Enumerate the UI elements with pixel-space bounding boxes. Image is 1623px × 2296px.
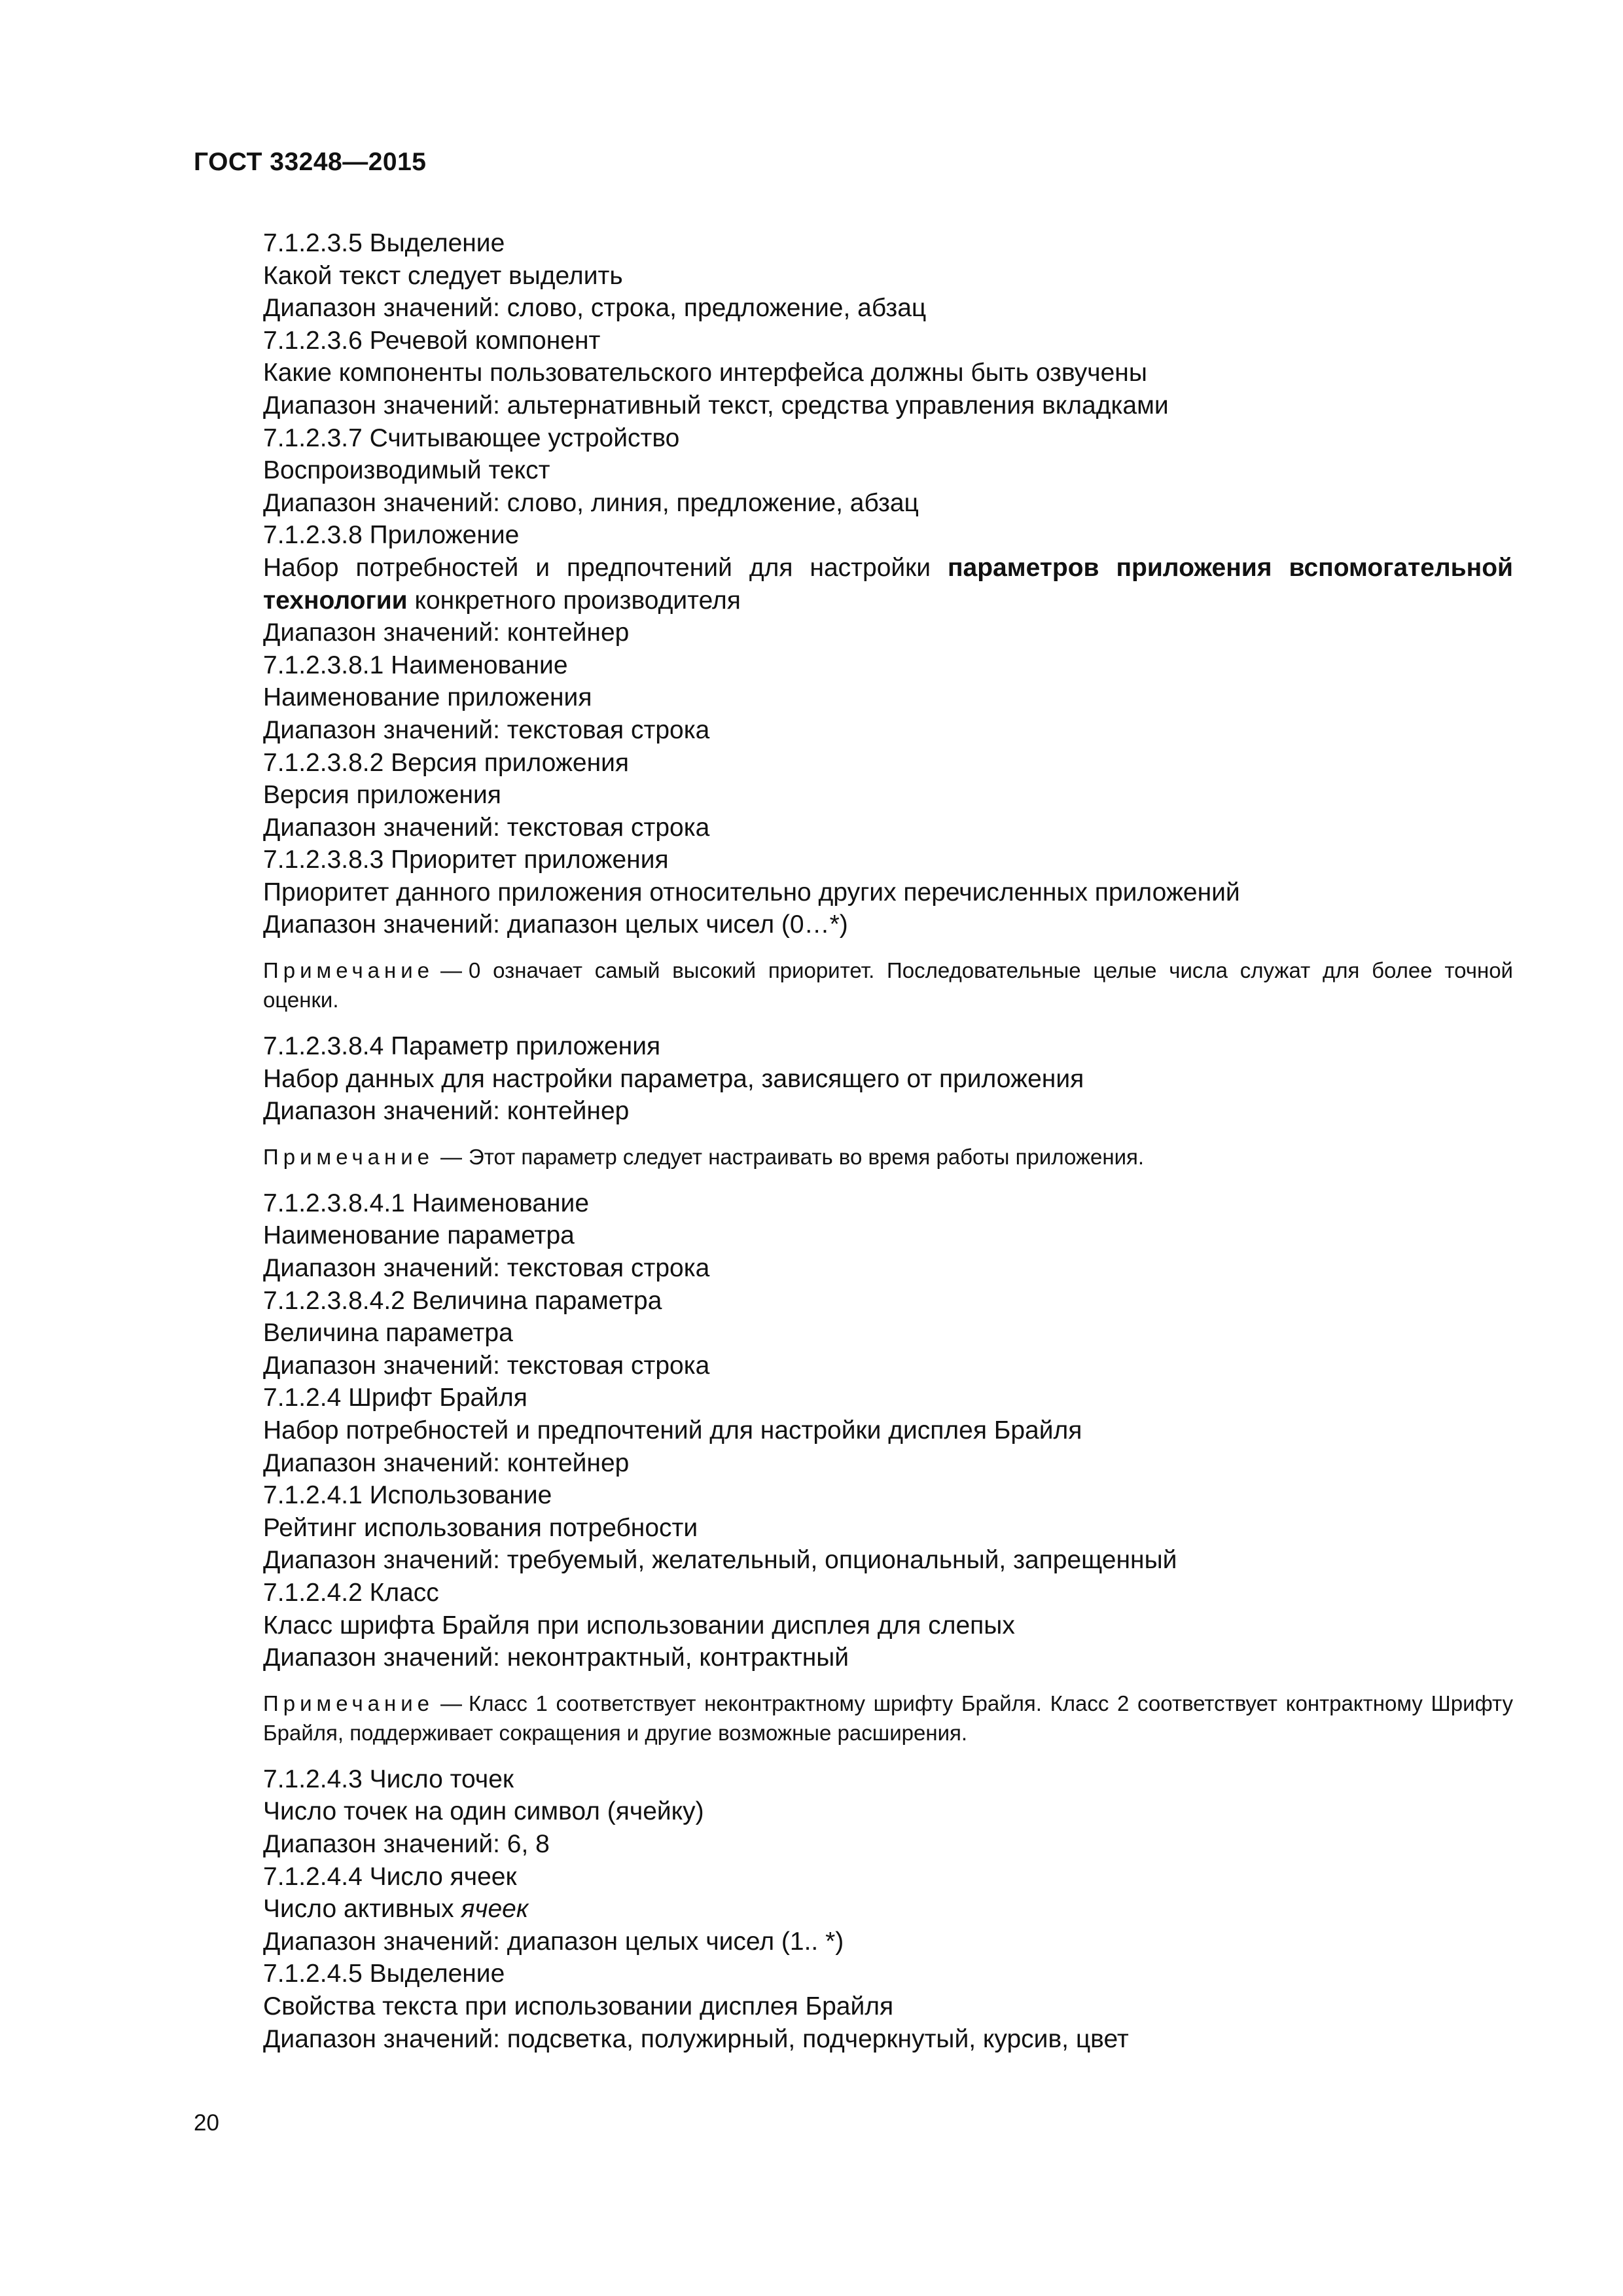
note-priority — [194, 956, 1513, 1014]
description-line: Число точек на один символ (ячейку) — [263, 1797, 704, 1826]
description-line: Воспроизводимый текст — [263, 456, 550, 485]
value-range-line: Диапазон значений: диапазон целых чисел (1.. *) — [263, 1927, 844, 1956]
page-number: 20 — [194, 2110, 219, 2136]
note-parameter — [194, 1142, 1513, 1172]
value-range-line: Диапазон значений: слово, строка, предложение, абзац — [263, 294, 927, 323]
value-range-line: Диапазон значений: текстовая строка — [263, 813, 710, 842]
description-line: Версия приложения — [263, 781, 501, 810]
note-label: Примечание — [263, 958, 435, 983]
value-range-line: Диапазон значений: неконтрактный, контрактный — [263, 1643, 849, 1672]
heading-7-1-2-3-8-3: 7.1.2.3.8.3 Приоритет приложения — [263, 846, 669, 874]
italic-term: ячеек — [461, 1895, 529, 1924]
value-range-line: Диапазон значений: требуемый, желательный, опциональный, запрещенный — [263, 1546, 1177, 1575]
description-line: Величина параметра — [263, 1319, 513, 1348]
note-text: Класс 1 соответствует неконтрактному шрифту Брайля. Класс 2 соответствует контрактному Шрифту Брайля, поддерживает сокращения и другие возможные расширения. — [263, 1691, 1513, 1745]
standard-header: ГОСТ 33248—2015 — [194, 148, 427, 176]
paragraph-text: Набор потребностей и предпочтений для настройки — [263, 553, 948, 582]
description-line: Набор потребностей и предпочтений для настройки дисплея Брайля — [263, 1416, 1082, 1444]
heading-7-1-2-3-6: 7.1.2.3.6 Речевой компонент — [263, 326, 601, 355]
description-line: Свойства текста при использовании дисплея Брайля — [263, 1992, 894, 2020]
description-line — [194, 1893, 1513, 1926]
description-line: Наименование приложения — [263, 683, 592, 712]
description-line: Какие компоненты пользовательского интерфейса должны быть озвучены — [263, 359, 1147, 387]
note-label: Примечание — [263, 1144, 435, 1169]
note-label: Примечание — [263, 1691, 435, 1715]
heading-7-1-2-4-5: 7.1.2.4.5 Выделение — [263, 1960, 505, 1988]
bold-term: параметров приложения вспомогательной технологии — [263, 553, 1513, 615]
note-dash: — — [440, 958, 463, 983]
heading-7-1-2-3-7: 7.1.2.3.7 Считывающее устройство — [263, 423, 680, 452]
note-braille-class — [194, 1689, 1513, 1748]
heading-7-1-2-3-8-4-1: 7.1.2.3.8.4.1 Наименование — [263, 1189, 590, 1217]
value-range-line: Диапазон значений: контейнер — [263, 1448, 630, 1477]
note-dash: — — [440, 1691, 463, 1715]
description-line: Рейтинг использования потребности — [263, 1513, 698, 1542]
paragraph-text: конкретного производителя — [407, 586, 741, 615]
description-line: Какой текст следует выделить — [263, 261, 623, 290]
heading-7-1-2-3-8-4-2: 7.1.2.3.8.4.2 Величина параметра — [263, 1286, 662, 1315]
description-line: Набор данных для настройки параметра, зависящего от приложения — [263, 1064, 1084, 1093]
heading-7-1-2-4-4: 7.1.2.4.4 Число ячеек — [263, 1862, 517, 1891]
heading-7-1-2-3-8-1: 7.1.2.3.8.1 Наименование — [263, 651, 568, 679]
document-body — [194, 227, 1513, 2055]
value-range-line: Диапазон значений: текстовая строка — [263, 1254, 710, 1283]
value-range-line: Диапазон значений: текстовая строка — [263, 715, 710, 744]
value-range-line: Диапазон значений: слово, линия, предложение, абзац — [263, 488, 919, 517]
heading-7-1-2-4-3: 7.1.2.4.3 Число точек — [263, 1765, 514, 1793]
line-text: Число активных — [263, 1895, 461, 1924]
application-description-paragraph — [194, 552, 1513, 617]
heading-7-1-2-3-8-2: 7.1.2.3.8.2 Версия приложения — [263, 748, 630, 777]
description-line: Приоритет данного приложения относительно других перечисленных приложений — [263, 878, 1240, 906]
value-range-line: Диапазон значений: контейнер — [263, 1097, 630, 1126]
value-range-line: Диапазон значений: подсветка, полужирный, подчеркнутый, курсив, цвет — [263, 2024, 1129, 2053]
description-line: Класс шрифта Брайля при использовании дисплея для слепых — [263, 1611, 1015, 1640]
value-range-line: Диапазон значений: альтернативный текст, средства управления вкладками — [263, 391, 1169, 420]
value-range-line: Диапазон значений: текстовая строка — [263, 1351, 710, 1380]
heading-7-1-2-3-8-4: 7.1.2.3.8.4 Параметр приложения — [263, 1032, 661, 1061]
heading-7-1-2-4: 7.1.2.4 Шрифт Брайля — [263, 1384, 527, 1412]
value-range-line: Диапазон значений: контейнер — [263, 619, 630, 647]
heading-7-1-2-4-1: 7.1.2.4.1 Использование — [263, 1481, 552, 1510]
value-range-line: Диапазон значений: 6, 8 — [263, 1829, 550, 1858]
value-range-line: Диапазон значений: диапазон целых чисел (0…*) — [263, 910, 848, 939]
heading-7-1-2-3-8: 7.1.2.3.8 Приложение — [263, 521, 520, 550]
note-dash: — — [440, 1144, 463, 1169]
heading-7-1-2-4-2: 7.1.2.4.2 Класс — [263, 1578, 439, 1607]
description-line: Наименование параметра — [263, 1221, 575, 1250]
heading-7-1-2-3-5: 7.1.2.3.5 Выделение — [263, 229, 505, 257]
note-text: 0 означает самый высокий приоритет. Последовательные целые числа служат для более точной оценки. — [263, 958, 1513, 1013]
note-text: Этот параметр следует настраивать во время работы приложения. — [469, 1144, 1145, 1169]
